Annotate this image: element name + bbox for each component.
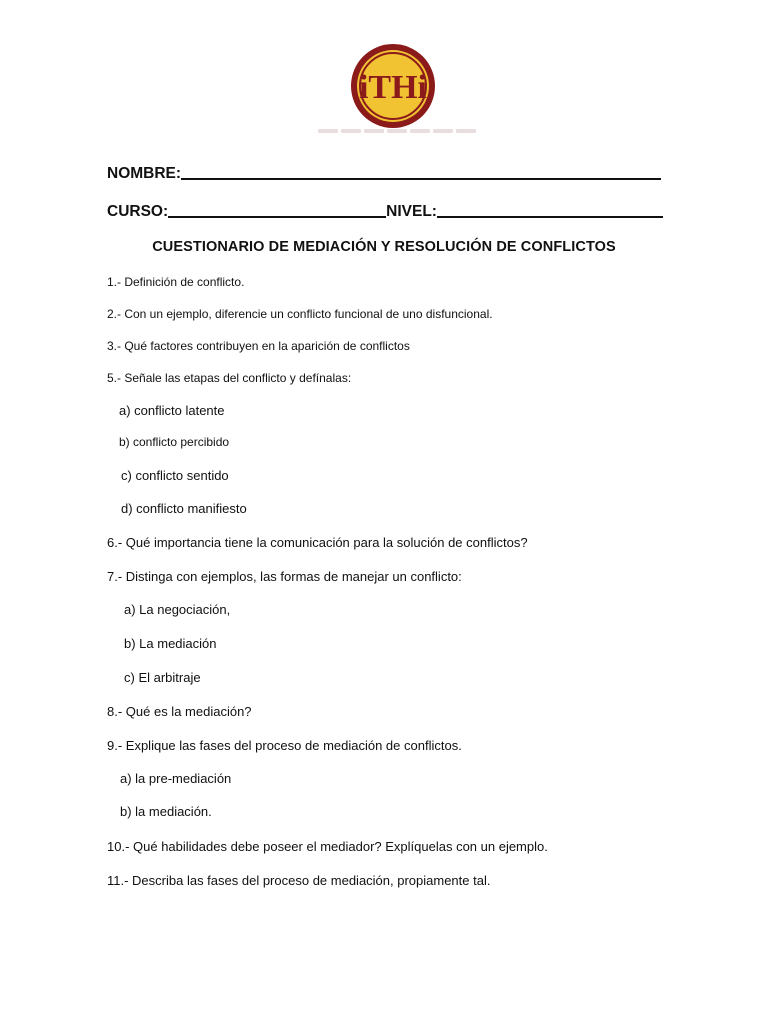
question-5: 5.- Señale las etapas del conflicto y defínalas: [107, 371, 352, 385]
question-2: 2.- Con un ejemplo, diferencie un conflicto funcional de uno disfuncional. [107, 307, 493, 321]
curso-nivel-field[interactable] [107, 203, 663, 221]
question-1: 1.- Definición de conflicto. [107, 275, 245, 289]
nivel-line [437, 216, 663, 218]
nivel-label: NIVEL: [386, 203, 437, 220]
document-title: CUESTIONARIO DE MEDIACIÓN Y RESOLUCIÓN DE CONFLICTOS [152, 239, 616, 255]
nombre-field[interactable] [107, 165, 661, 183]
question-7: 7.- Distinga con ejemplos, las formas de manejar un conflicto: [107, 569, 462, 584]
ithi-logo [349, 42, 437, 130]
question-7-b: b) La mediación [124, 636, 217, 651]
question-5-a: a) conflicto latente [119, 403, 225, 418]
logo-text: iTHi [358, 69, 428, 106]
curso-label: CURSO: [107, 203, 169, 220]
question-9-b: b) la mediación. [120, 804, 212, 819]
question-5-c: c) conflicto sentido [121, 468, 229, 483]
question-10: 10.- Qué habilidades debe poseer el mediador? Explíquelas con un ejemplo. [107, 839, 548, 854]
question-7-a: a) La negociación, [124, 602, 231, 617]
question-5-d: d) conflicto manifiesto [121, 501, 247, 516]
question-9-a: a) la pre-mediación [120, 771, 232, 786]
question-9: 9.- Explique las fases del proceso de mediación de conflictos. [107, 738, 462, 753]
question-11: 11.- Describa las fases del proceso de mediación, propiamente tal. [107, 873, 491, 888]
curso-line [168, 216, 386, 218]
question-6: 6.- Qué importancia tiene la comunicación para la solución de conflictos? [107, 535, 528, 550]
question-8: 8.- Qué es la mediación? [107, 704, 252, 719]
logo-subtitle-faded [318, 129, 476, 133]
question-3: 3.- Qué factores contribuyen en la aparición de conflictos [107, 339, 410, 353]
question-5-b: b) conflicto percibido [119, 435, 230, 449]
nombre-label: NOMBRE: [107, 165, 182, 182]
nombre-line [181, 178, 661, 180]
question-7-c: c) El arbitraje [124, 670, 201, 685]
